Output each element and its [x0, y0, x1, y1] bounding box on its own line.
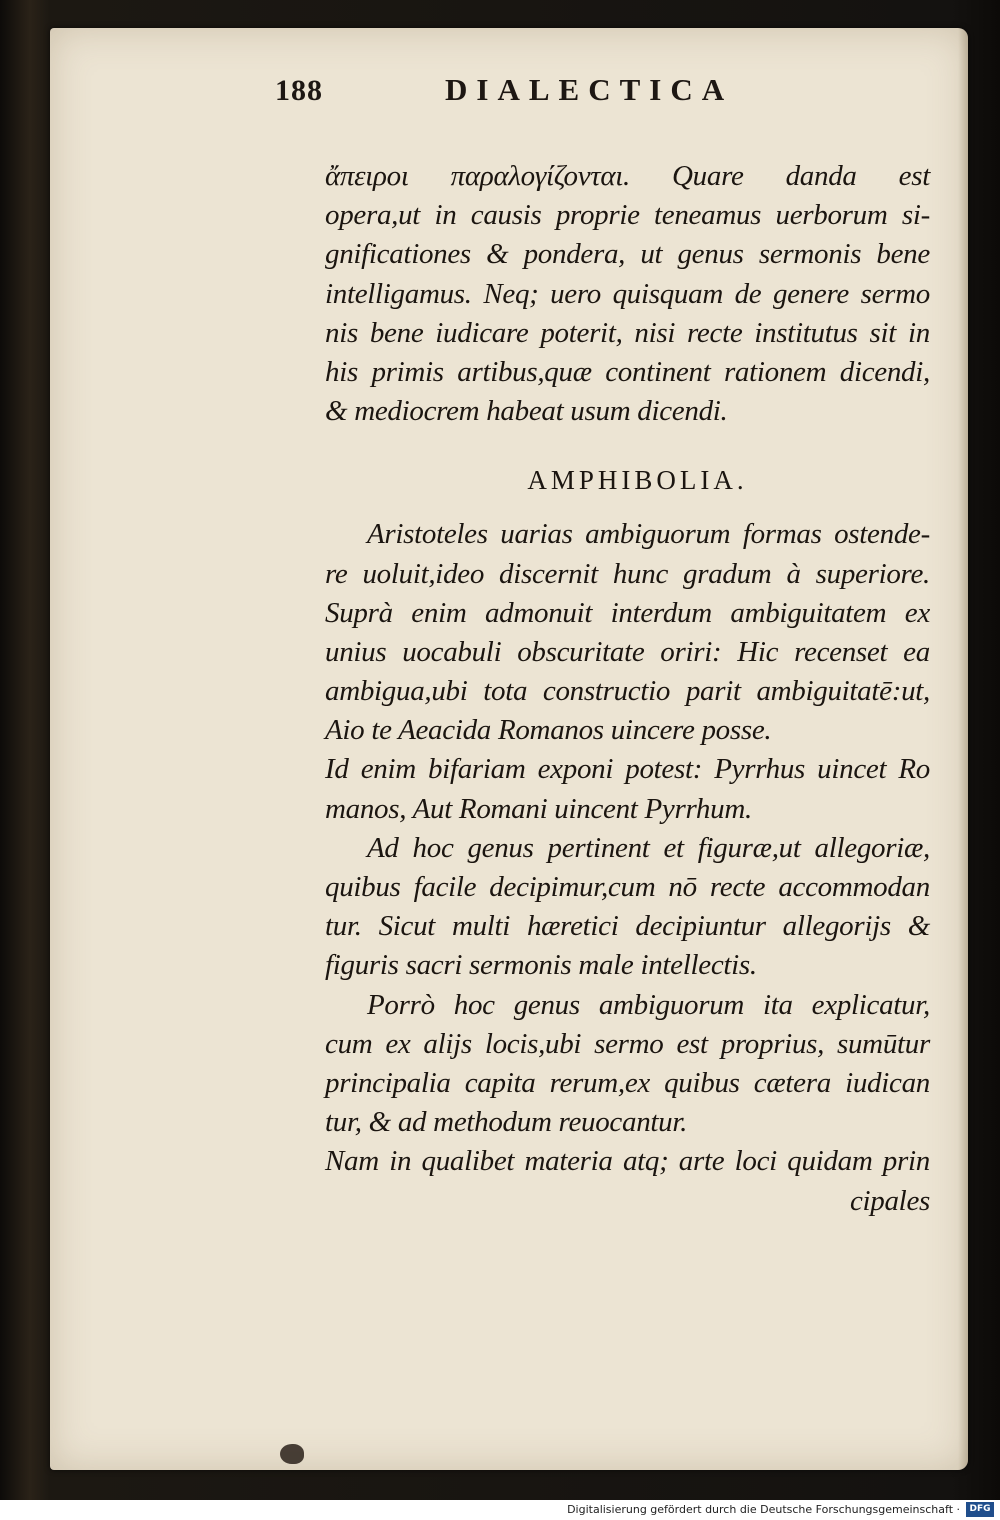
running-head: DIALECTICA	[445, 72, 734, 107]
text-line: opera,ut in causis proprie teneamus uerborum si-	[325, 199, 930, 232]
text-line: Id enim bifariam exponi potest: Pyrrhus uincet Ro	[325, 753, 930, 786]
section-heading: AMPHIBOLIA.	[527, 465, 748, 496]
text-line: manos, Aut Romani uincent Pyrrhum.	[325, 792, 752, 825]
text-block	[325, 157, 930, 1221]
text-line: quibus facile decipimur,cum nō recte accommodan	[325, 871, 930, 903]
text-line: & mediocrem habeat usum dicendi.	[325, 395, 728, 428]
text-line: Nam in qualibet materia atq; arte loci quidam prin	[325, 1145, 930, 1178]
catchword: cipales	[849, 1184, 930, 1217]
text-line: cum ex alijs locis,ubi sermo est proprius, sumūtur	[325, 1027, 930, 1060]
footer-credit: Digitalisierung gefördert durch die Deutsche Forschungsgemeinschaft ·	[567, 1503, 960, 1516]
text-line: Ad hoc genus pertinent et figuræ,ut allegoriæ,	[367, 831, 930, 864]
text-line: Aio te Aeacida Romanos uincere posse.	[325, 714, 772, 747]
text-line: tur, & ad methodum reuocantur.	[325, 1106, 688, 1139]
text-line: Aristoteles uarias ambiguorum formas ostende-	[367, 518, 930, 551]
page-number: 188	[275, 74, 323, 107]
footer-bar	[0, 1500, 1000, 1520]
text-line: re uoluit,ideo discernit hunc gradum à superiore.	[325, 557, 930, 590]
text-line: tur. Sicut multi hæretici decipiuntur allegorijs &	[325, 910, 930, 943]
ink-blot	[280, 1444, 304, 1464]
page-edge-shadow	[958, 28, 968, 1470]
dfg-logo: DFG	[966, 1502, 994, 1517]
text-line: intelligamus. Neq; uero quisquam de genere sermo	[325, 277, 930, 310]
text-line: Porrò hoc genus ambiguorum ita explicatur,	[367, 988, 930, 1021]
text-line: Suprà enim admonuit interdum ambiguitatem ex	[325, 596, 930, 629]
text-line: figuris sacri sermonis male intellectis.	[325, 949, 757, 982]
text-line: principalia capita rerum,ex quibus cætera iudican	[325, 1066, 930, 1099]
text-line: gnificationes & pondera, ut genus sermonis bene	[325, 238, 930, 271]
text-line: ambigua,ubi tota constructio parit ambiguitatē:ut,	[325, 675, 930, 708]
text-line: ἄπειροι παραλογίζονται. Quare danda est	[325, 160, 930, 192]
text-line: unius uocabuli obscuritate oriri: Hic recenset ea	[325, 635, 930, 668]
text-line: his primis artibus,quæ continent rationem dicendi,	[325, 355, 930, 388]
text-line: nis bene iudicare poterit, nisi recte institutus sit in	[325, 316, 930, 349]
